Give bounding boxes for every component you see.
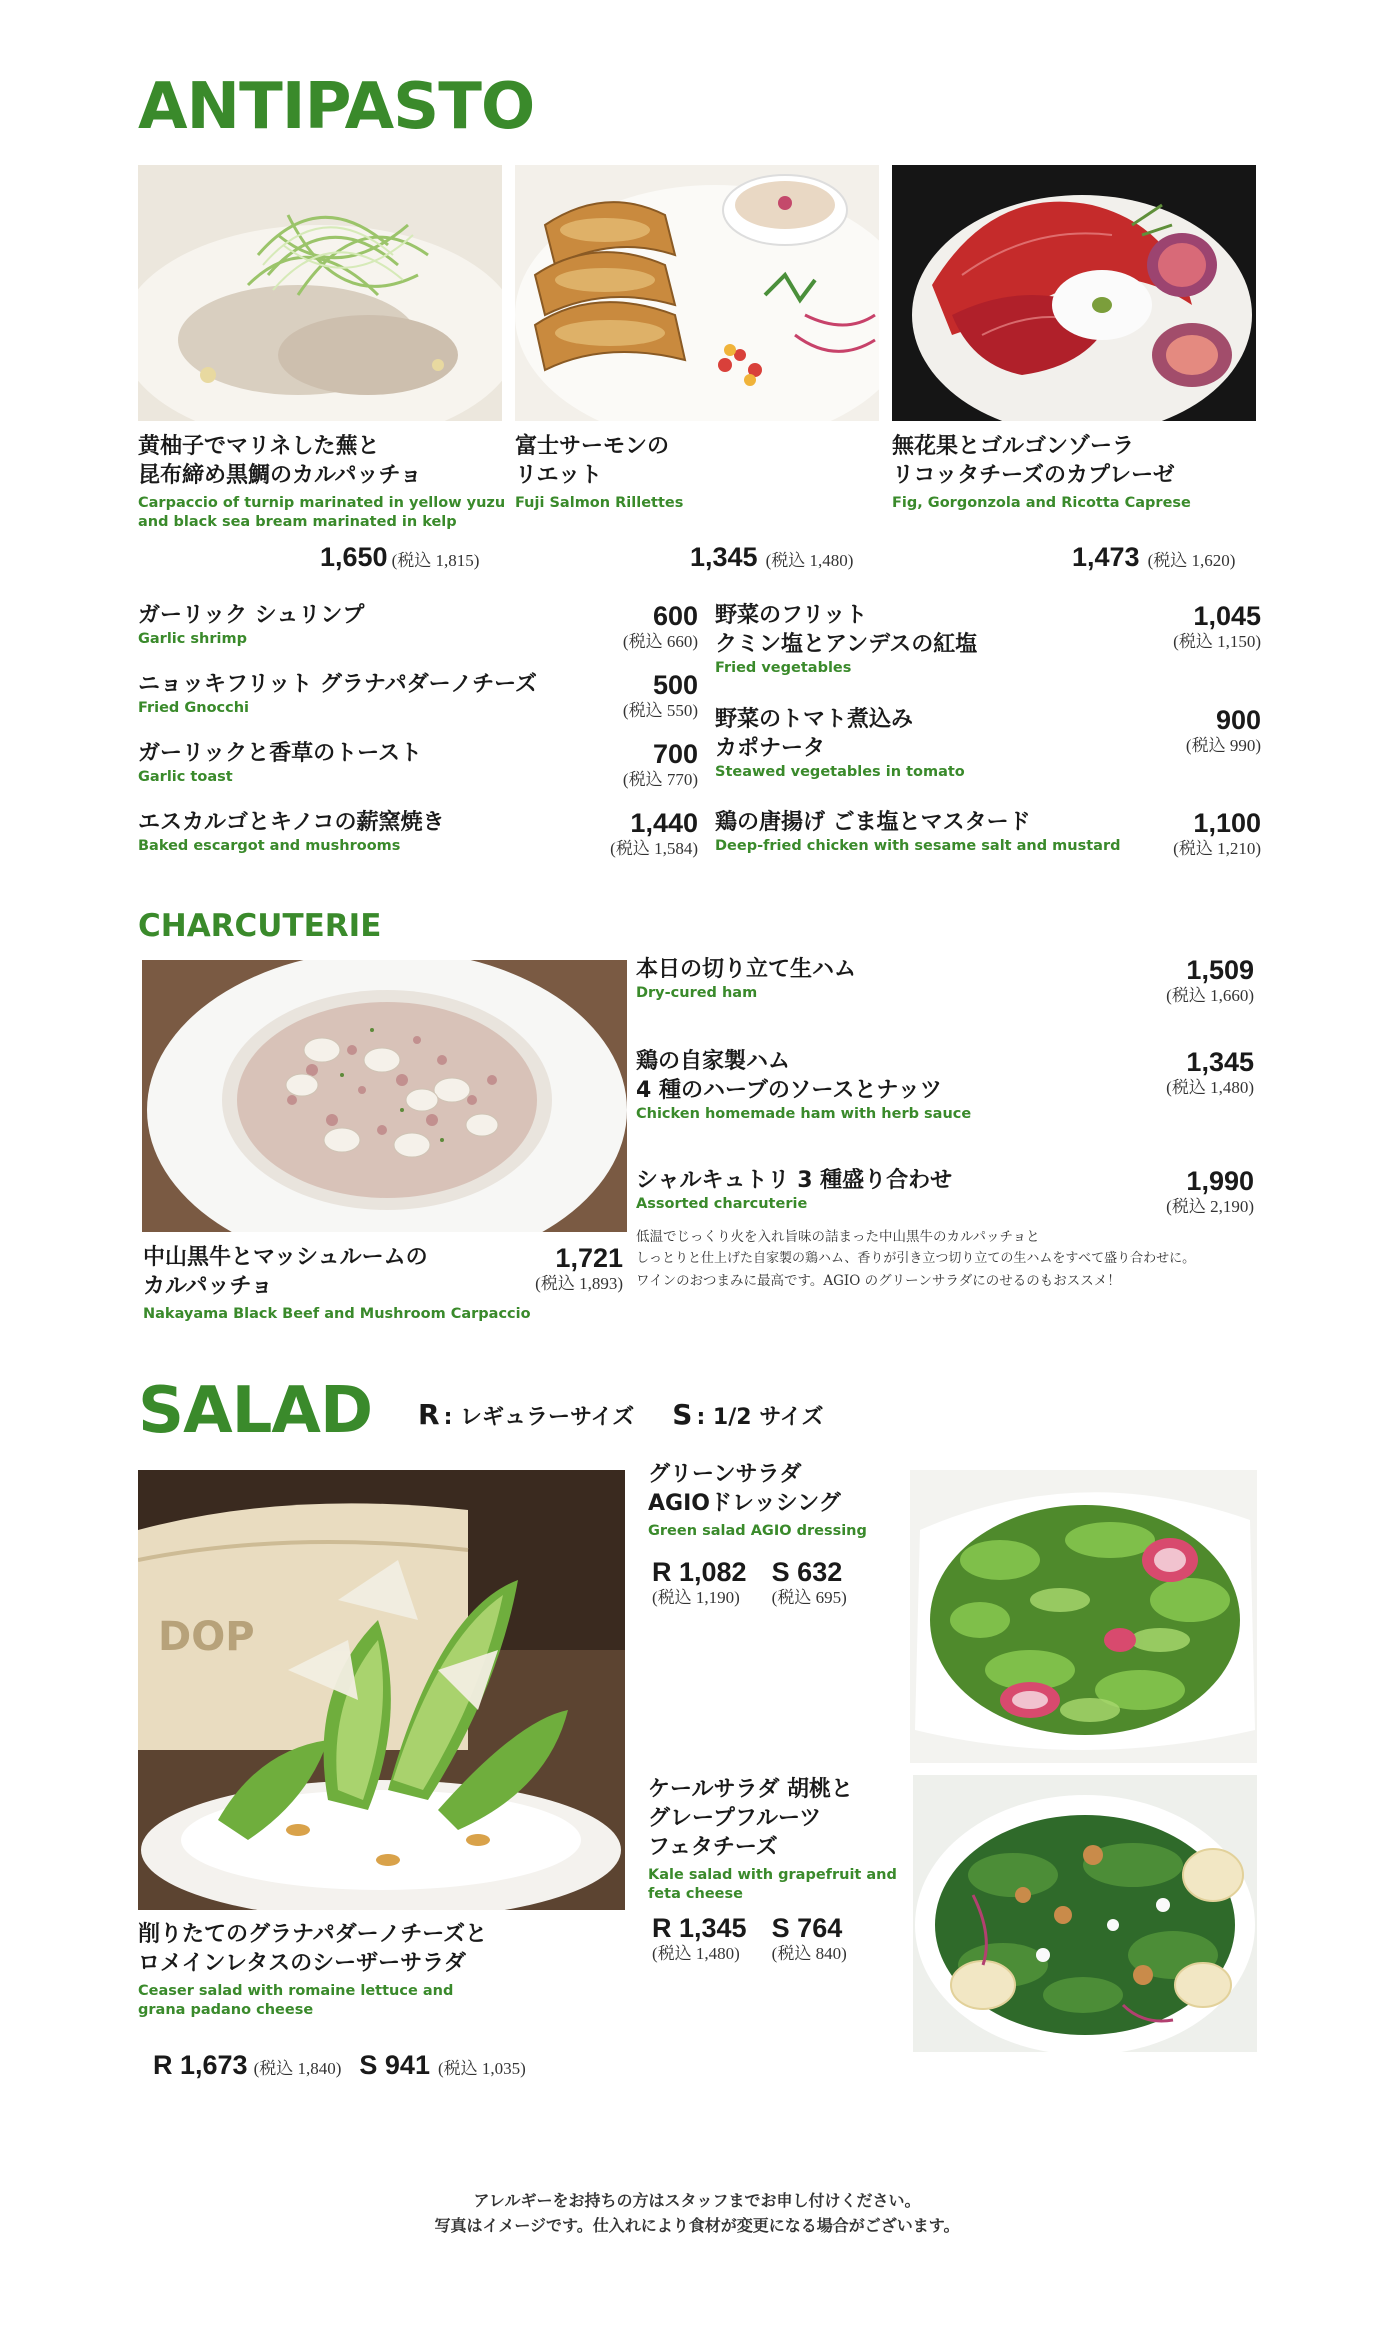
tax-price: (税込 695) bbox=[771, 1588, 847, 1607]
item-name-jp: 野菜のトマト煮込み bbox=[715, 707, 914, 732]
tax-price: (税込 1,035) bbox=[437, 2059, 526, 2078]
item-name-jp: シャルキュトリ 3 種盛り合わせ bbox=[636, 1168, 953, 1193]
antipasto-title: ANTIPASTO bbox=[138, 70, 535, 144]
featured-item-1 bbox=[138, 432, 508, 532]
price: 600 bbox=[652, 601, 698, 631]
antipasto-list-item bbox=[715, 601, 1261, 678]
tax-price: (税込 1,150) bbox=[1173, 632, 1261, 651]
item-name-jp: エスカルゴとキノコの薪窯焼き bbox=[138, 810, 445, 835]
item-name-jp: 本日の切り立て生ハム bbox=[636, 957, 857, 982]
item-name-jp: 昆布締め黒鯛のカルパッチョ bbox=[138, 463, 422, 488]
tax-price: (税込 840) bbox=[771, 1944, 847, 1963]
charcuterie-list-item bbox=[636, 955, 1254, 1003]
tax-price: (税込 1,210) bbox=[1173, 839, 1261, 858]
charcuterie-note bbox=[636, 1226, 1276, 1292]
tax-price: (税込 1,840) bbox=[253, 2059, 342, 2078]
item-name-jp: AGIOドレッシング bbox=[648, 1491, 841, 1516]
item-name-jp: クミン塩とアンデスの紅塩 bbox=[715, 632, 978, 657]
item-name-jp: 無花果とゴルゴンゾーラ bbox=[892, 434, 1135, 459]
tax-price: (税込 770) bbox=[622, 770, 698, 789]
featured-item-3 bbox=[892, 432, 1262, 513]
item-name-en: Fried Gnocchi bbox=[138, 700, 250, 716]
item-name-jp: 削りたてのグラナパダーノチーズと bbox=[138, 1922, 488, 1947]
size-r-letter: R bbox=[418, 1398, 440, 1431]
green-salad-prices bbox=[652, 1557, 847, 1609]
price: 1,345 bbox=[1186, 1047, 1254, 1077]
price: 500 bbox=[652, 670, 698, 700]
item-name-en: and black sea bream marinated in kelp bbox=[138, 514, 457, 530]
item-name-jp: 黄柚子でマリネした蕪と bbox=[138, 434, 380, 459]
price: 1,440 bbox=[630, 808, 698, 838]
green-salad-text bbox=[648, 1460, 908, 1541]
kale-salad-photo bbox=[913, 1775, 1257, 2052]
item-name-jp: グリーンサラダ bbox=[648, 1462, 802, 1487]
item-name-jp: 鶏の唐揚げ ごま塩とマスタード bbox=[715, 810, 1031, 835]
salad-size-legend bbox=[418, 1398, 823, 1431]
item-name-en: Kale salad with grapefruit and bbox=[648, 1867, 897, 1883]
item-name-en: Fig, Gorgonzola and Ricotta Caprese bbox=[892, 495, 1191, 511]
antipasto-list-item bbox=[138, 739, 698, 787]
item-name-jp: リエット bbox=[515, 463, 603, 488]
price: 900 bbox=[1215, 705, 1261, 735]
regular-price: R 1,082 bbox=[652, 1557, 747, 1587]
price: 1,345 bbox=[690, 542, 758, 572]
item-name-jp: ガーリック シュリンプ bbox=[138, 603, 365, 628]
item-name-en: Green salad AGIO dressing bbox=[648, 1523, 867, 1539]
charcuterie-featured bbox=[143, 1243, 623, 1324]
size-s-letter: S bbox=[672, 1398, 693, 1431]
item-name-jp: ケールサラダ 胡桃と bbox=[648, 1777, 853, 1802]
tax-price: (税込 1,893) bbox=[535, 1274, 623, 1293]
caesar-salad-photo bbox=[138, 1470, 625, 1910]
salad-title: SALAD bbox=[138, 1374, 373, 1448]
caesar-salad-text bbox=[138, 1920, 658, 2020]
item-name-jp: 鶏の自家製ハム bbox=[636, 1049, 791, 1074]
item-name-en: Garlic toast bbox=[138, 769, 233, 785]
allergy-notice: アレルギーをお持ちの方はスタッフまでお申し付けください。 bbox=[473, 2191, 921, 2210]
charcuterie-title: CHARCUTERIE bbox=[138, 908, 382, 944]
size-s-text: : 1/2 サイズ bbox=[696, 1405, 824, 1430]
footer-notice bbox=[0, 2188, 1394, 2238]
item-name-jp: 富士サーモンの bbox=[515, 434, 670, 459]
half-price: S 764 bbox=[771, 1913, 843, 1943]
svg-text:DOP: DOP bbox=[158, 1614, 255, 1660]
fig-caprese-photo bbox=[892, 165, 1256, 421]
item-name-jp: カルパッチョ bbox=[143, 1274, 273, 1299]
half-price: S 941 bbox=[359, 2050, 430, 2080]
item-name-en: grana padano cheese bbox=[138, 2002, 314, 2018]
item-name-en: Nakayama Black Beef and Mushroom Carpaccio bbox=[143, 1306, 531, 1322]
item-name-jp: ロメインレタスのシーザーサラダ bbox=[138, 1951, 466, 1976]
item-name-jp: 4 種のハーブのソースとナッツ bbox=[636, 1078, 942, 1103]
tax-price: (税込 1,480) bbox=[652, 1944, 740, 1963]
item-name-jp: カポナータ bbox=[715, 736, 826, 761]
item-name-en: Ceaser salad with romaine lettuce and bbox=[138, 1983, 454, 1999]
caesar-salad-prices bbox=[153, 2050, 526, 2080]
item-name-en: Fried vegetables bbox=[715, 660, 852, 676]
kale-salad-text bbox=[648, 1775, 908, 1904]
featured-price-2 bbox=[690, 542, 853, 572]
image-notice: 写真はイメージです。仕入れにより食材が変更になる場合がございます。 bbox=[434, 2216, 960, 2235]
green-salad-photo bbox=[910, 1470, 1257, 1763]
kale-salad-prices bbox=[652, 1913, 847, 1965]
size-r-text: : レギュラーサイズ bbox=[443, 1405, 635, 1430]
antipasto-list-item bbox=[715, 808, 1261, 856]
item-name-jp: グレープフルーツ bbox=[648, 1806, 822, 1831]
item-name-jp: ニョッキフリット グラナパダーノチーズ bbox=[138, 672, 538, 697]
tax-price: (税込 2,190) bbox=[1166, 1197, 1254, 1216]
tax-price: (税込 990) bbox=[1185, 736, 1261, 755]
item-name-en: Carpaccio of turnip marinated in yellow yuzu bbox=[138, 495, 506, 511]
regular-price: R 1,345 bbox=[652, 1913, 747, 1943]
half-price: S 632 bbox=[771, 1557, 843, 1587]
tax-price: (税込 1,620) bbox=[1147, 551, 1236, 570]
tax-price: (税込 660) bbox=[622, 632, 698, 651]
price: 1,045 bbox=[1193, 601, 1261, 631]
charcuterie-list-item bbox=[636, 1166, 1254, 1214]
beef-carpaccio-photo bbox=[142, 960, 627, 1232]
price: 1,100 bbox=[1193, 808, 1261, 838]
note-line: 低温でじっくり火を入れ旨味の詰まった中山黒牛のカルパッチョと bbox=[636, 1229, 1040, 1245]
item-name-en: Steawed vegetables in tomato bbox=[715, 764, 965, 780]
tax-price: (税込 1,660) bbox=[1166, 986, 1254, 1005]
tax-price: (税込 1,190) bbox=[652, 1588, 740, 1607]
price: 700 bbox=[652, 739, 698, 769]
antipasto-list-item bbox=[138, 601, 698, 649]
price: 1,509 bbox=[1186, 955, 1254, 985]
item-name-en: Assorted charcuterie bbox=[636, 1196, 808, 1212]
item-name-en: Fuji Salmon Rillettes bbox=[515, 495, 684, 511]
item-name-jp: 野菜のフリット bbox=[715, 603, 868, 628]
item-name-en: Chicken homemade ham with herb sauce bbox=[636, 1106, 972, 1122]
item-name-en: Deep-fried chicken with sesame salt and mustard bbox=[715, 838, 1121, 854]
tax-price: (税込 1,480) bbox=[765, 551, 854, 570]
item-name-en: feta cheese bbox=[648, 1886, 743, 1902]
note-line: ワインのおつまみに最高です。AGIO のグリーンサラダにのせるのもおススメ！ bbox=[636, 1273, 1121, 1289]
regular-price: R 1,673 bbox=[153, 2050, 248, 2080]
item-name-jp: 中山黒牛とマッシュルームの bbox=[143, 1245, 428, 1270]
item-name-jp: ガーリックと香草のトースト bbox=[138, 741, 423, 766]
charcuterie-list-item bbox=[636, 1047, 1254, 1124]
carpaccio-turnip-photo bbox=[138, 165, 502, 421]
item-name-en: Dry-cured ham bbox=[636, 985, 758, 1001]
price: 1,721 bbox=[555, 1243, 623, 1273]
antipasto-list-item bbox=[715, 705, 1261, 782]
antipasto-list-item bbox=[138, 670, 698, 718]
featured-price-3 bbox=[1072, 542, 1235, 572]
tax-price: (税込 1,584) bbox=[610, 839, 698, 858]
price: 1,650 bbox=[320, 542, 388, 572]
tax-price: (税込 550) bbox=[622, 701, 698, 720]
item-name-jp: リコッタチーズのカプレーゼ bbox=[892, 463, 1175, 488]
note-line: しっとりと仕上げた自家製の鶏ハム、香りが引き立つ切り立ての生ハムをすべて盛り合わせに。 bbox=[636, 1251, 1196, 1266]
tax-price: (税込 1,815) bbox=[391, 551, 480, 570]
featured-price-1 bbox=[320, 542, 479, 572]
item-name-jp: フェタチーズ bbox=[648, 1835, 778, 1860]
item-name-en: Baked escargot and mushrooms bbox=[138, 838, 401, 854]
item-name-en: Garlic shrimp bbox=[138, 631, 247, 647]
price: 1,990 bbox=[1186, 1166, 1254, 1196]
tax-price: (税込 1,480) bbox=[1166, 1078, 1254, 1097]
antipasto-list-item bbox=[138, 808, 698, 856]
salmon-rillettes-photo bbox=[515, 165, 879, 421]
featured-item-2 bbox=[515, 432, 885, 513]
price: 1,473 bbox=[1072, 542, 1140, 572]
